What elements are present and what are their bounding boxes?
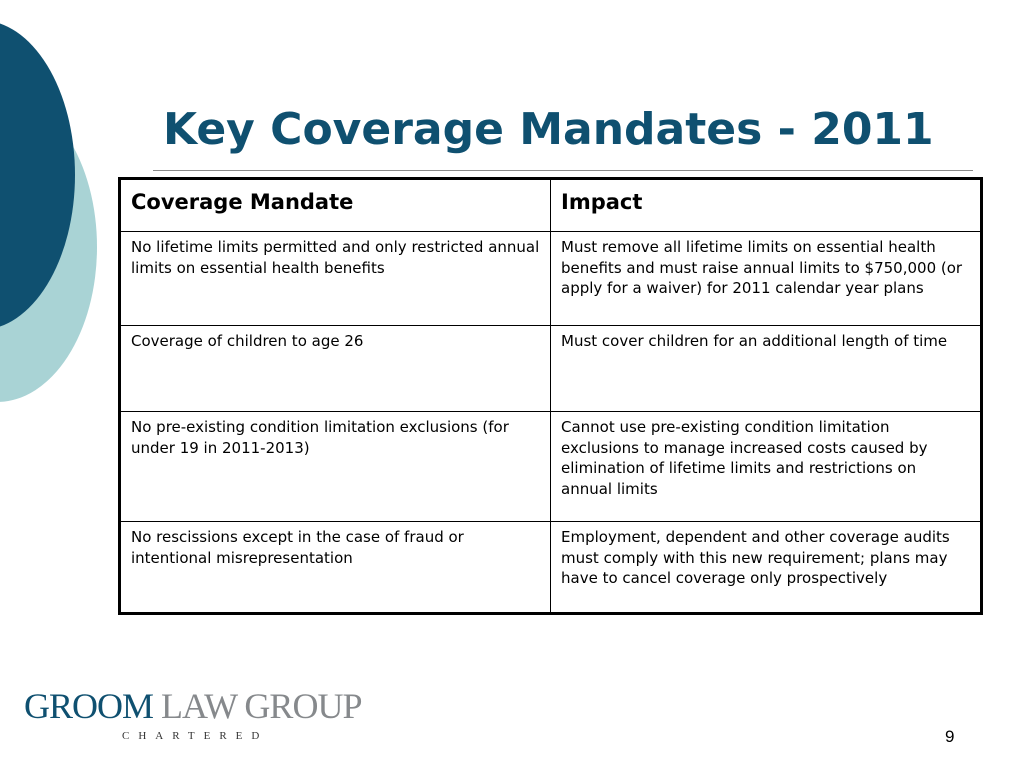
mandate-cell: No pre-existing condition limitation exclusions (for under 19 in 2011-2013) [120, 412, 551, 522]
header-impact: Impact [551, 179, 982, 232]
mandate-cell: No rescissions except in the case of fraud or intentional misrepresentation [120, 522, 551, 614]
coverage-mandates-table [118, 177, 983, 615]
slide-title: Key Coverage Mandates - 2011 [163, 104, 934, 155]
logo-chartered-text: CHARTERED [122, 730, 269, 742]
title-divider [153, 170, 973, 171]
impact-cell: Employment, dependent and other coverage audits must comply with this new requirement; plans may have to cancel coverage only prospectively [551, 522, 982, 614]
table-row [120, 232, 982, 326]
logo-law-group-text: LAW GROUP [161, 686, 362, 726]
impact-cell: Must remove all lifetime limits on essential health benefits and must raise annual limits to $750,000 (or apply for a waiver) for 2011 calendar year plans [551, 232, 982, 326]
mandate-cell: No lifetime limits permitted and only restricted annual limits on essential health benefits [120, 232, 551, 326]
logo-groom-text: GROOM [24, 686, 154, 726]
mandate-cell: Coverage of children to age 26 [120, 326, 551, 412]
impact-cell: Must cover children for an additional length of time [551, 326, 982, 412]
table-row [120, 522, 982, 614]
table-header-row [120, 179, 982, 232]
table-row [120, 326, 982, 412]
page-number: 9 [945, 727, 955, 746]
groom-law-group-logo [24, 686, 364, 746]
header-coverage-mandate: Coverage Mandate [120, 179, 551, 232]
impact-cell: Cannot use pre-existing condition limitation exclusions to manage increased costs caused by elimination of lifetime limits and restrictions on annual limits [551, 412, 982, 522]
table-row [120, 412, 982, 522]
